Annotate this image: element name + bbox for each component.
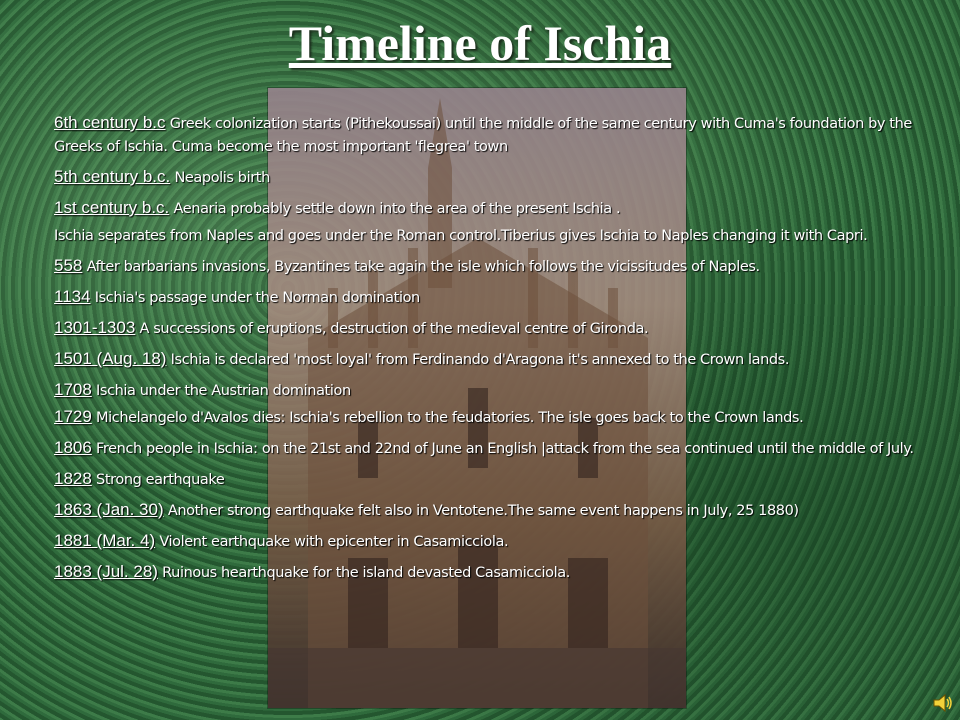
entry-date: 1806	[54, 438, 92, 457]
timeline-entry	[54, 112, 914, 158]
entry-date: 1828	[54, 469, 92, 488]
entry-text: Aenaria probably settle down into the area of the present Ischia .	[169, 201, 621, 217]
entry-date: 1501 (Aug. 18)	[54, 349, 167, 368]
timeline-entry	[54, 561, 914, 584]
entry-text: Strong earthquake	[91, 472, 225, 488]
entry-text: Greek colonization starts (Pithekoussai) until the middle of the same century with Cuma's foundation by the Greeks of Ischia. Cuma become the most important 'flegrea' town	[54, 116, 912, 155]
speaker-icon[interactable]	[932, 692, 954, 714]
entry-date: 1881 (Mar. 4)	[54, 531, 156, 550]
entry-text: Ischia separates from Naples and goes under the Roman control.Tiberius gives Ischia to Naples changing it with Capri.	[54, 228, 868, 244]
timeline-entry	[54, 437, 914, 460]
entry-date: 558	[54, 256, 83, 275]
entry-date: 1863 (Jan. 30)	[54, 500, 164, 519]
timeline-entry	[54, 166, 914, 189]
entry-date: 1134	[54, 287, 91, 306]
entry-text: Neapolis birth	[170, 170, 270, 186]
entry-date: 5th century b.c.	[54, 167, 171, 186]
entry-date: 6th century b.c	[54, 113, 166, 132]
timeline-entry	[54, 224, 914, 247]
entry-text: Another strong earthquake felt also in Ventotene.The same event happens in July, 25 1880)	[163, 503, 799, 519]
entry-date: 1301-1303	[54, 318, 136, 337]
entry-text: Ischia is declared 'most loyal' from Ferdinando d'Aragona it's annexed to the Crown lands.	[166, 352, 790, 368]
entry-text: Ischia's passage under the Norman domination	[90, 290, 420, 306]
timeline-entry	[54, 348, 914, 371]
timeline-list	[54, 112, 914, 592]
timeline-entry	[54, 468, 914, 491]
page-title: Timeline of Ischia	[288, 15, 672, 71]
entry-date: 1883 (Jul. 28)	[54, 562, 158, 581]
entry-date: 1st century b.c.	[54, 198, 170, 217]
timeline-entry	[54, 197, 914, 220]
entry-text: French people in Ischia: on the 21st and 22nd of June an English |attack from the sea continued until the middle of July.	[91, 441, 914, 457]
entry-text: A successions of eruptions, destruction of the medieval centre of Gironda.	[135, 321, 649, 337]
entry-date: 1729	[54, 407, 92, 426]
timeline-entry	[54, 499, 914, 522]
entry-text: Ruinous hearthquake for the island devasted Casamicciola.	[157, 565, 570, 581]
entry-date: 1708	[54, 380, 92, 399]
timeline-entry	[54, 379, 914, 402]
timeline-entry	[54, 317, 914, 340]
entry-text: Michelangelo d'Avalos dies: Ischia's rebellion to the feudatories. The isle goes back to the Crown lands.	[91, 410, 804, 426]
timeline-entry	[54, 286, 914, 309]
entry-text: After barbarians invasions, Byzantines take again the isle which follows the vicissitudes of Naples.	[82, 259, 760, 275]
entry-text: Violent earthquake with epicenter in Casamicciola.	[155, 534, 509, 550]
entry-text: Ischia under the Austrian domination	[91, 383, 351, 399]
timeline-entry	[54, 255, 914, 278]
timeline-entry	[54, 406, 914, 429]
timeline-entry	[54, 530, 914, 553]
